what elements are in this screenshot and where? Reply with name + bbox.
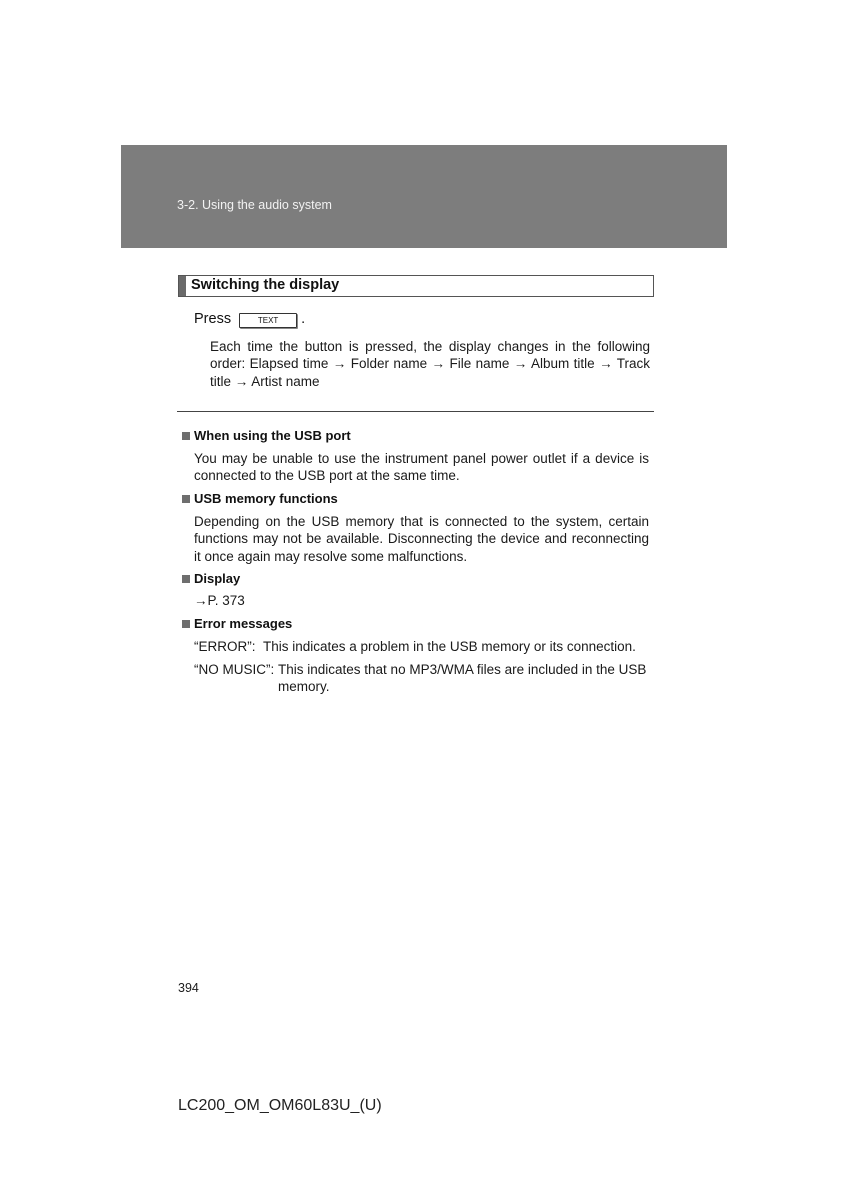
note-heading-usb-memory xyxy=(182,491,338,506)
note-heading-errors xyxy=(182,616,292,631)
page-reference: →P. 373 xyxy=(194,593,245,608)
press-end: . xyxy=(301,311,306,327)
note-title: USB memory functions xyxy=(194,491,338,506)
note-heading-usb-port xyxy=(182,428,351,443)
display-order-description: Each time the button is pressed, the display changes in the following order: Elapsed time → Folder name → File name → Album title → Track title → Artist name xyxy=(210,339,650,389)
error-definition: This indicates that no MP3/WMA files are included in the USB memory. xyxy=(278,662,647,695)
page-number: 394 xyxy=(178,981,199,995)
note-title: Display xyxy=(194,571,241,586)
note-heading-display xyxy=(182,571,240,586)
square-bullet-icon xyxy=(182,575,190,583)
heading-accent-bar xyxy=(179,276,186,296)
error-item xyxy=(194,661,650,696)
note-text-usb-port: You may be unable to use the instrument panel power outlet if a device is connected to the USB port at the same time. xyxy=(194,451,649,484)
section-label: 3-2. Using the audio system xyxy=(177,198,332,212)
note-title: Error messages xyxy=(194,616,293,631)
section-title: Switching the display xyxy=(191,277,340,293)
square-bullet-icon xyxy=(182,432,190,440)
document-code: LC200_OM_OM60L83U_(U) xyxy=(178,1097,382,1114)
error-definition: This indicates a problem in the USB memory or its connection. xyxy=(263,639,636,654)
press-label: Press xyxy=(194,311,232,327)
section-heading xyxy=(178,275,654,297)
note-text-usb-memory: Depending on the USB memory that is connected to the system, certain functions may not be available. Disconnecting the device and reconnecting it once again may resolve some malfunctions. xyxy=(194,514,649,564)
square-bullet-icon xyxy=(182,620,190,628)
divider xyxy=(177,411,654,412)
text-button-icon: TEXT xyxy=(239,313,297,328)
note-title: When using the USB port xyxy=(194,428,351,443)
square-bullet-icon xyxy=(182,495,190,503)
error-term: “ERROR”: xyxy=(194,639,263,654)
error-term: “NO MUSIC”: xyxy=(194,662,278,677)
error-item xyxy=(194,638,636,655)
header-band xyxy=(121,145,727,248)
press-instruction xyxy=(194,311,305,327)
